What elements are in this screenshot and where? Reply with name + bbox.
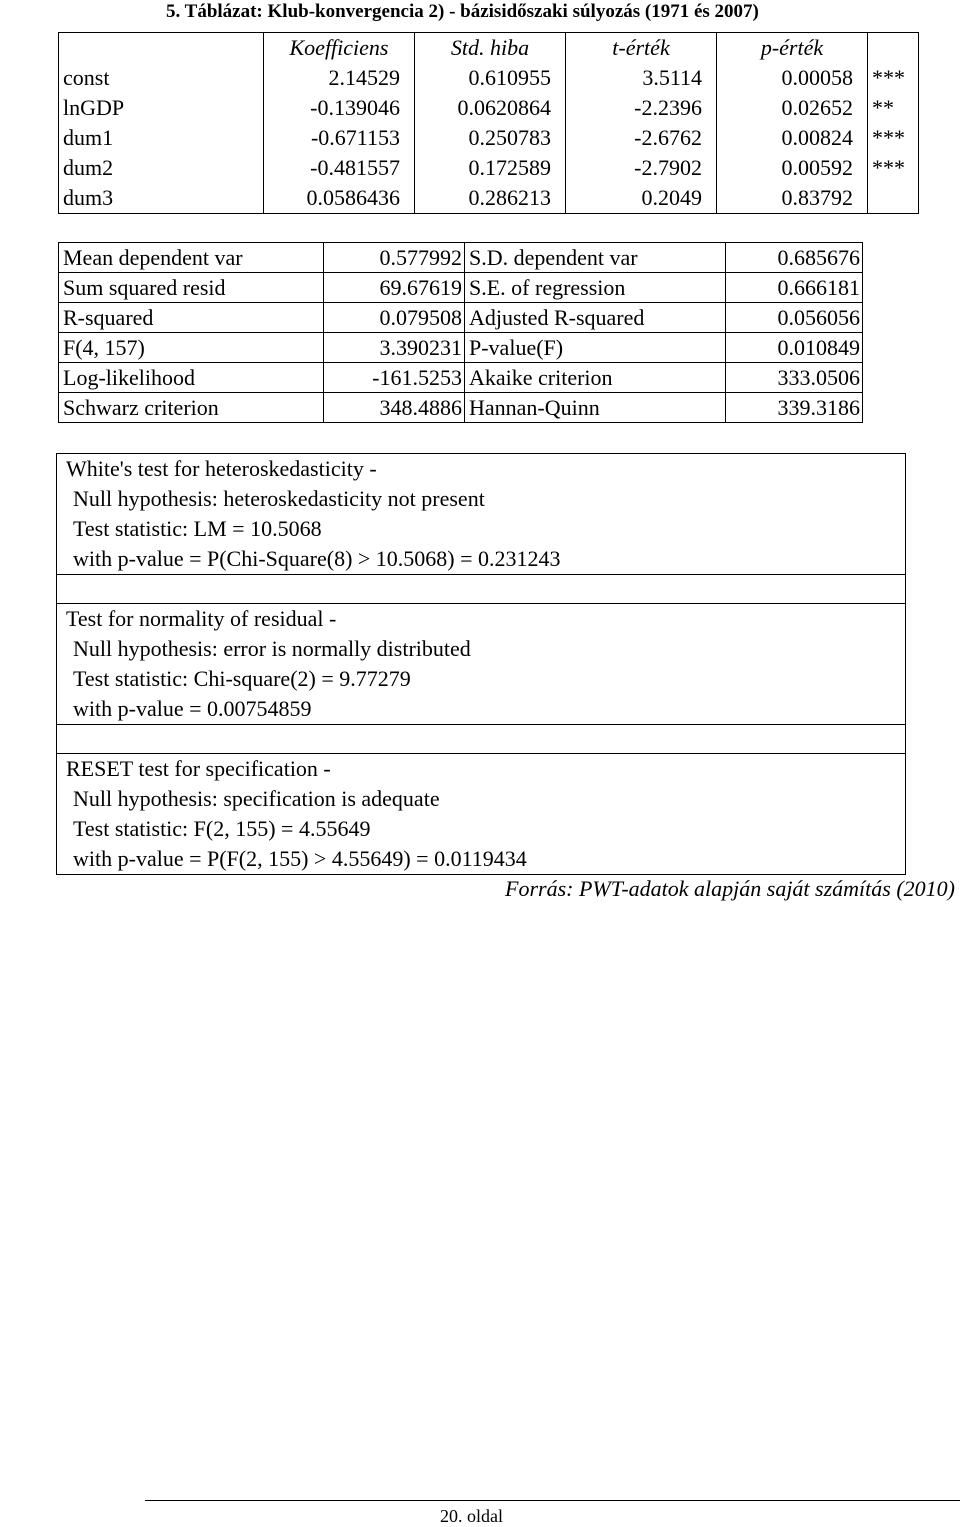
normality-test-p-value: with p-value = 0.00754859	[73, 696, 312, 721]
t-value-cell: -2.2396	[566, 93, 717, 123]
std-error-cell: 0.250783	[415, 123, 566, 153]
header-cell	[59, 33, 264, 64]
table-row	[59, 273, 863, 303]
t-value-cell: -2.6762	[566, 123, 717, 153]
reset-test-title: RESET test for specification -	[66, 756, 331, 781]
significance-cell: **	[868, 93, 919, 123]
p-value-cell: 0.00058	[717, 63, 868, 93]
header-cell	[868, 33, 919, 64]
variable-cell: dum1	[59, 123, 264, 153]
page-number: 20. oldal	[440, 1506, 503, 1526]
normality-test-null-hypothesis: Null hypothesis: error is normally distributed	[73, 636, 471, 661]
normality-test-statistic: Test statistic: Chi-square(2) = 9.77279	[73, 666, 411, 691]
stat-value-cell: 69.67619	[324, 273, 465, 303]
source-note: Forrás: PWT-adatok alapján saját számítás (2010)	[505, 876, 955, 901]
variable-cell: const	[59, 63, 264, 93]
stat-value-cell: 0.056056	[726, 303, 863, 333]
std-error-cell: 0.172589	[415, 153, 566, 183]
t-value-cell: 0.2049	[566, 183, 717, 214]
stat-label-cell: Mean dependent var	[59, 243, 324, 273]
p-value-cell: 0.00824	[717, 123, 868, 153]
table-row	[59, 123, 919, 153]
t-value-cell: -2.7902	[566, 153, 717, 183]
stat-value-cell: 3.390231	[324, 333, 465, 363]
table-row	[59, 183, 919, 214]
table-row	[59, 363, 863, 393]
table-row	[59, 153, 919, 183]
stat-label-cell: Log-likelihood	[59, 363, 324, 393]
white-test-p-value: with p-value = P(Chi-Square(8) > 10.5068) = 0.231243	[73, 546, 561, 571]
stat-label-cell: R-squared	[59, 303, 324, 333]
stat-label-cell: Hannan-Quinn	[465, 393, 726, 423]
stat-value-cell: -161.5253	[324, 363, 465, 393]
coefficient-cell: 0.0586436	[264, 183, 415, 214]
variable-cell: lnGDP	[59, 93, 264, 123]
table-row	[59, 393, 863, 423]
coefficient-cell: -0.671153	[264, 123, 415, 153]
blank-separator-row	[57, 724, 905, 754]
coefficient-cell: -0.139046	[264, 93, 415, 123]
white-test-title: White's test for heteroskedasticity -	[66, 456, 377, 481]
stat-value-cell: 339.3186	[726, 393, 863, 423]
table-header-row	[59, 33, 919, 64]
header-cell: p-érték	[717, 33, 868, 64]
coefficient-cell: 2.14529	[264, 63, 415, 93]
stat-label-cell: F(4, 157)	[59, 333, 324, 363]
white-test-null-hypothesis: Null hypothesis: heteroskedasticity not present	[73, 486, 485, 511]
std-error-cell: 0.610955	[415, 63, 566, 93]
std-error-cell: 0.0620864	[415, 93, 566, 123]
p-value-cell: 0.02652	[717, 93, 868, 123]
significance-cell: ***	[868, 63, 919, 93]
stat-value-cell: 333.0506	[726, 363, 863, 393]
header-cell: Std. hiba	[415, 33, 566, 64]
stat-value-cell: 348.4886	[324, 393, 465, 423]
table-row	[59, 243, 863, 273]
diagnostic-tests-box	[56, 453, 906, 875]
normality-test-title: Test for normality of residual -	[66, 606, 337, 631]
model-statistics-table	[58, 242, 863, 423]
coefficient-table	[58, 32, 919, 214]
stat-value-cell: 0.010849	[726, 333, 863, 363]
white-test-statistic: Test statistic: LM = 10.5068	[73, 516, 322, 541]
stat-label-cell: S.E. of regression	[465, 273, 726, 303]
significance-cell	[868, 183, 919, 214]
significance-cell: ***	[868, 153, 919, 183]
stat-value-cell: 0.685676	[726, 243, 863, 273]
std-error-cell: 0.286213	[415, 183, 566, 214]
reset-test-p-value: with p-value = P(F(2, 155) > 4.55649) = 0.0119434	[73, 846, 527, 871]
stat-value-cell: 0.666181	[726, 273, 863, 303]
stat-label-cell: S.D. dependent var	[465, 243, 726, 273]
stat-label-cell: Akaike criterion	[465, 363, 726, 393]
significance-cell: ***	[868, 123, 919, 153]
header-cell: t-érték	[566, 33, 717, 64]
variable-cell: dum2	[59, 153, 264, 183]
coefficient-cell: -0.481557	[264, 153, 415, 183]
stat-label-cell: P-value(F)	[465, 333, 726, 363]
stat-value-cell: 0.577992	[324, 243, 465, 273]
blank-separator-row	[57, 574, 905, 604]
variable-cell: dum3	[59, 183, 264, 214]
reset-test-null-hypothesis: Null hypothesis: specification is adequate	[73, 786, 440, 811]
table-title: 5. Táblázat: Klub-konvergencia 2) - bázisidőszaki súlyozás (1971 és 2007)	[166, 1, 759, 22]
table-row	[59, 63, 919, 93]
stat-label-cell: Adjusted R-squared	[465, 303, 726, 333]
stat-label-cell: Sum squared resid	[59, 273, 324, 303]
stat-label-cell: Schwarz criterion	[59, 393, 324, 423]
t-value-cell: 3.5114	[566, 63, 717, 93]
table-row	[59, 303, 863, 333]
p-value-cell: 0.00592	[717, 153, 868, 183]
p-value-cell: 0.83792	[717, 183, 868, 214]
table-row	[59, 93, 919, 123]
table-row	[59, 333, 863, 363]
footer-divider	[145, 1500, 960, 1501]
reset-test-statistic: Test statistic: F(2, 155) = 4.55649	[73, 816, 371, 841]
stat-value-cell: 0.079508	[324, 303, 465, 333]
header-cell: Koefficiens	[264, 33, 415, 64]
